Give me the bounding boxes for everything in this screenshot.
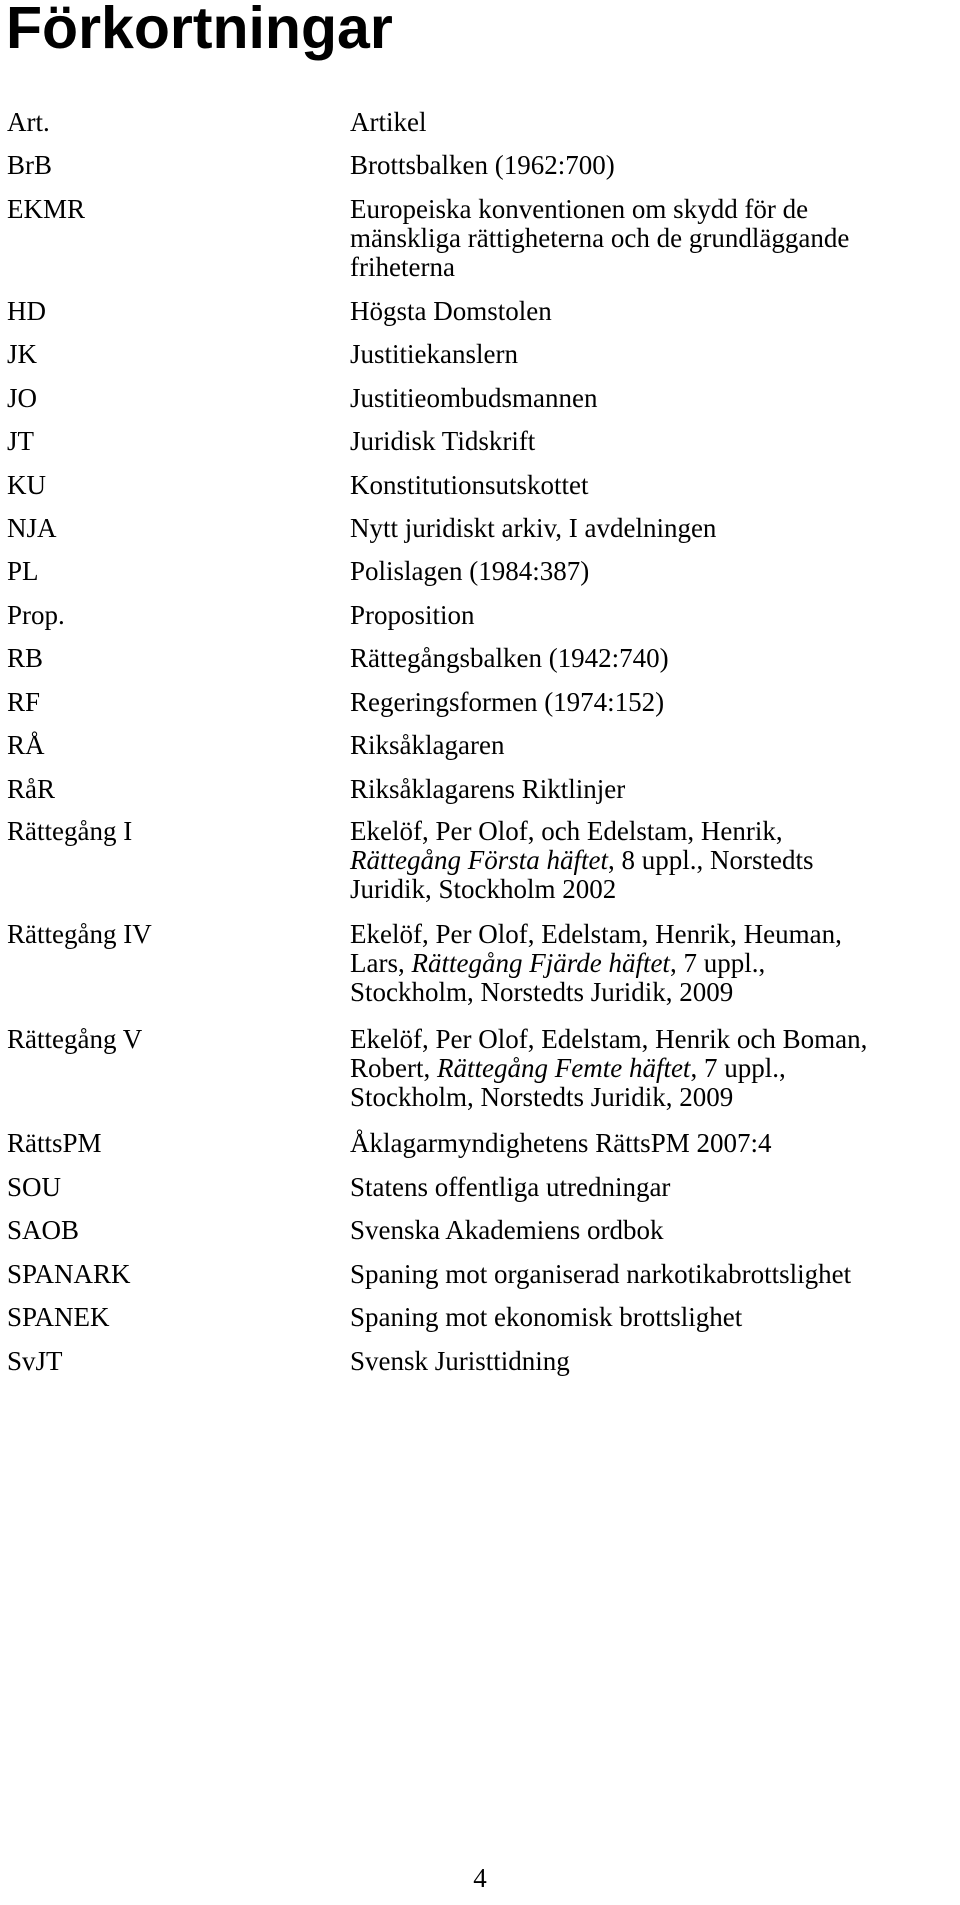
abbreviation-entry <box>0 1212 960 1245</box>
definition-text: Lars, <box>350 948 412 978</box>
definition-text: Regeringsformen (1974:152) <box>350 687 665 717</box>
definition-text: Stockholm, Norstedts Juridik, 2009 <box>350 977 734 1007</box>
definition-line <box>350 147 615 183</box>
definition-text: Ekelöf, Per Olof, Edelstam, Henrik, Heuman, <box>350 919 842 949</box>
definition-text: Ekelöf, Per Olof, Edelstam, Henrik och Boman, <box>350 1024 868 1054</box>
abbreviation-entry <box>0 336 960 369</box>
abbreviation-term: JK <box>7 339 38 369</box>
abbreviation-term: SPANEK <box>7 1302 110 1332</box>
italic-title-text: Rättegång Första häftet <box>350 845 608 875</box>
definition-line <box>350 1299 742 1335</box>
abbreviation-entry <box>0 597 960 630</box>
abbreviation-term: RF <box>7 687 41 717</box>
abbreviation-entry <box>0 293 960 326</box>
definition-line <box>350 467 589 503</box>
definition-line <box>350 1343 570 1379</box>
abbreviation-term: BrB <box>7 150 53 180</box>
abbreviation-term: Prop. <box>7 600 65 630</box>
definition-line <box>350 684 664 720</box>
definition-line <box>350 871 616 907</box>
abbreviation-term: JT <box>7 426 34 456</box>
definition-text: Juridisk Tidskrift <box>350 426 536 456</box>
definition-text: Högsta Domstolen <box>350 296 552 326</box>
definition-text: Juridik, Stockholm 2002 <box>350 874 617 904</box>
abbreviation-entry <box>0 727 960 760</box>
definition-text: Ekelöf, Per Olof, och Edelstam, Henrik, <box>350 816 783 846</box>
abbreviation-entry <box>0 684 960 717</box>
definition-text: Polislagen (1984:387) <box>350 556 590 586</box>
definition-text: mänskliga rättigheterna och de grundläggande <box>350 223 850 253</box>
definition-line <box>350 510 716 546</box>
abbreviation-term: HD <box>7 296 46 326</box>
definition-text: Robert, <box>350 1053 437 1083</box>
abbreviation-term: Rättegång V <box>7 1024 143 1054</box>
abbreviation-entry <box>0 104 960 137</box>
abbreviation-term: RättsPM <box>7 1128 102 1158</box>
definition-line <box>350 1212 663 1248</box>
abbreviation-term: RåR <box>7 774 56 804</box>
definition-line <box>350 1125 771 1161</box>
abbreviation-entry <box>0 916 960 1007</box>
abbreviation-term: JO <box>7 383 38 413</box>
abbreviation-term: Rättegång I <box>7 816 133 846</box>
definition-text: Proposition <box>350 600 475 630</box>
abbreviation-entry <box>0 1169 960 1202</box>
abbreviation-entry <box>0 147 960 180</box>
definition-line <box>350 380 597 416</box>
abbreviation-term: NJA <box>7 513 57 543</box>
abbreviation-term: Rättegång IV <box>7 919 152 949</box>
definition-line <box>350 1256 851 1292</box>
definition-line <box>350 423 535 459</box>
definition-text: Europeiska konventionen om skydd för de <box>350 194 809 224</box>
definition-text: Spaning mot organiserad narkotikabrottslighet <box>350 1259 852 1289</box>
italic-title-text: Rättegång Femte häftet <box>437 1053 691 1083</box>
abbreviation-entry <box>0 553 960 586</box>
abbreviation-entry <box>0 1343 960 1376</box>
abbreviation-entry <box>0 1299 960 1332</box>
abbreviation-entry <box>0 640 960 673</box>
definition-line <box>350 1169 670 1205</box>
page-title: Förkortningar <box>6 0 393 61</box>
definition-text: Spaning mot ekonomisk brottslighet <box>350 1302 743 1332</box>
italic-title-text: Rättegång Fjärde häftet <box>411 948 670 978</box>
abbreviation-term: Art. <box>7 107 50 137</box>
definition-text: Artikel <box>350 107 427 137</box>
abbreviation-term: PL <box>7 556 39 586</box>
definition-line <box>350 727 504 763</box>
abbreviation-entry <box>0 467 960 500</box>
abbreviation-entry <box>0 191 960 282</box>
abbreviation-entry <box>0 771 960 804</box>
definition-text: Konstitutionsutskottet <box>350 470 589 500</box>
abbreviation-term: SvJT <box>7 1346 63 1376</box>
definition-text: Justitiekanslern <box>350 339 518 369</box>
definition-text: , 7 uppl., <box>669 948 766 978</box>
abbreviation-entry <box>0 423 960 456</box>
abbreviation-term: KU <box>7 470 46 500</box>
definition-text: Brottsbalken (1962:700) <box>350 150 615 180</box>
definition-text: Justitieombudsmannen <box>350 383 598 413</box>
definition-text: Stockholm, Norstedts Juridik, 2009 <box>350 1082 734 1112</box>
definition-line <box>350 1079 733 1115</box>
abbreviation-term: RB <box>7 643 44 673</box>
definition-text: Svenska Akademiens ordbok <box>350 1215 664 1245</box>
definition-line <box>350 336 518 372</box>
definition-line <box>350 640 669 676</box>
definition-line <box>350 104 426 140</box>
abbreviation-entry <box>0 1021 960 1112</box>
definition-line <box>350 553 589 589</box>
abbreviation-entry <box>0 1256 960 1289</box>
abbreviation-entry <box>0 510 960 543</box>
abbreviation-term: SOU <box>7 1172 62 1202</box>
definition-text: friheterna <box>350 252 455 282</box>
definition-text: Riksåklagarens Riktlinjer <box>350 774 626 804</box>
definition-text: Åklagarmyndighetens RättsPM 2007:4 <box>350 1128 772 1158</box>
definition-line <box>350 974 733 1010</box>
definition-text: Riksåklagaren <box>350 730 505 760</box>
abbreviation-entry <box>0 1125 960 1158</box>
definition-text: Statens offentliga utredningar <box>350 1172 671 1202</box>
abbreviation-entry <box>0 380 960 413</box>
definition-line <box>350 249 455 285</box>
definition-line <box>350 771 625 807</box>
abbreviation-term: SAOB <box>7 1215 80 1245</box>
definition-text: , 7 uppl., <box>690 1053 786 1083</box>
definition-text: Rättegångsbalken (1942:740) <box>350 643 669 673</box>
definition-text: Svensk Juristtidning <box>350 1346 570 1376</box>
abbreviation-term: SPANARK <box>7 1259 131 1289</box>
definition-text: Nytt juridiskt arkiv, I avdelningen <box>350 513 717 543</box>
definition-line <box>350 293 552 329</box>
abbreviation-term: EKMR <box>7 194 86 224</box>
abbreviation-term: RÅ <box>7 730 45 760</box>
abbreviation-entry <box>0 813 960 904</box>
definition-text: , 8 uppl., Norstedts <box>607 845 814 875</box>
definition-line <box>350 597 475 633</box>
page-number: 4 <box>473 1863 487 1893</box>
